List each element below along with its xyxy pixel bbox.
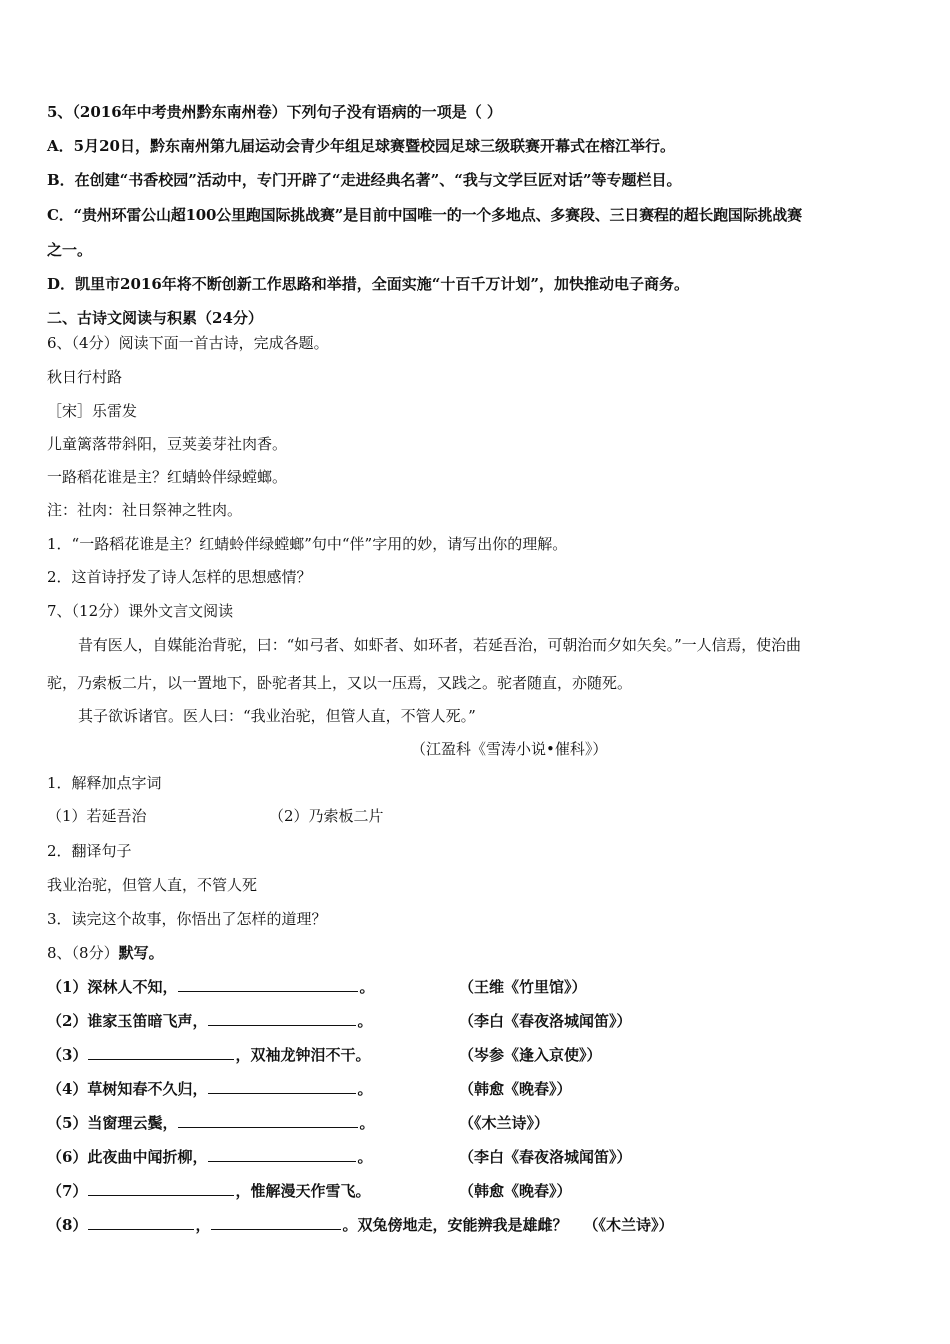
fill-blank[interactable]: [208, 1010, 356, 1026]
q7-sub-2: 2．翻译句子: [47, 842, 132, 860]
q8-item-text: ，惟解漫天作雪飞。: [235, 1182, 371, 1200]
q8-item-text: 。: [357, 1012, 373, 1030]
q5-option-c-line1: C．“贵州环雷公山超100公里跑国际挑战赛”是目前中国唯一的一个多地点、多赛段、三日赛程的超长跑国际挑战赛: [47, 206, 802, 224]
q8-stem-bold: 默写。: [118, 944, 164, 962]
q8-item-text: （2）谁家玉笛暗飞声，: [47, 1012, 208, 1030]
q8-item-text: 。: [359, 1114, 375, 1132]
fill-blank[interactable]: [208, 1146, 356, 1162]
q8-item-source: （岑参《逢入京使》）: [459, 1046, 602, 1064]
q8-stem: [47, 942, 910, 964]
q5-option-b: B．在创建“书香校园”活动中，专门开辟了“走进经典名著”、“我与文学巨匠对话”等专题栏目。: [47, 171, 682, 189]
q8-item-source: （李白《春夜洛城闻笛》）: [459, 1012, 632, 1030]
fill-blank[interactable]: [88, 1214, 194, 1230]
q6-sub-1: 1．“一路稻花谁是主？红蜻蛉伴绿螳螂”句中“伴”字用的妙，请写出你的理解。: [47, 535, 568, 553]
q8-item-8: [47, 1214, 910, 1236]
q8-item-source: （王维《竹里馆》）: [459, 978, 587, 996]
q8-item-text: （1）深林人不知，: [47, 978, 178, 996]
q7-passage-line-3: 其子欲诉诸官。医人曰：“我业治驼，但管人直，不管人死。”: [78, 707, 476, 725]
q8-item-text: 。: [359, 978, 375, 996]
q8-item-6: [47, 1146, 910, 1168]
q8-item-source: （李白《春夜洛城闻笛》）: [459, 1148, 632, 1166]
q8-item-text: 。: [357, 1148, 373, 1166]
q8-item-text: （8）: [47, 1216, 88, 1234]
poem-line-2: 一路稻花谁是主？红蜻蛉伴绿螳螂。: [47, 468, 288, 486]
q8-item-text: ，双袖龙钟泪不干。: [235, 1046, 371, 1064]
fill-blank[interactable]: [88, 1180, 234, 1196]
fill-blank[interactable]: [208, 1078, 356, 1094]
q7-sub-1: 1．解释加点字词: [47, 774, 162, 792]
q7-stem: 7、（12分）课外文言文阅读: [47, 602, 234, 620]
q7-sub-1-item-1: （1）若延吾治: [47, 807, 147, 825]
q8-item-7: [47, 1180, 910, 1202]
q7-sub-1-items: [47, 805, 910, 827]
q8-item-text: （3）: [47, 1046, 88, 1064]
q8-item-5: [47, 1112, 910, 1134]
q8-item-1: [47, 976, 910, 998]
q5-stem: 5、（2016年中考贵州黔东南州卷）下列句子没有语病的一项是（ ）: [47, 103, 502, 121]
q8-item-text: ，: [195, 1216, 211, 1234]
q8-item-source: （韩愈《晚春》）: [459, 1080, 572, 1098]
q8-item-text: （6）此夜曲中闻折柳，: [47, 1148, 208, 1166]
q8-item-text: （4）草树知春不久归，: [47, 1080, 208, 1098]
q7-passage-line-2: 驼，乃索板二片，以一置地下，卧驼者其上，又以一压焉，又践之。驼者随直，亦随死。: [47, 674, 633, 692]
q7-sub-1-item-2: （2）乃索板二片: [269, 807, 384, 825]
poem-author: ［宋］乐雷发: [47, 402, 138, 420]
q7-passage-line-1: 昔有医人，自媒能治背驼，曰：“如弓者、如虾者、如环者，若延吾治，可朝治而夕如矢矣。”一人信焉，使治曲: [78, 636, 801, 654]
q8-item-4: [47, 1078, 910, 1100]
q5-option-c-line2: 之一。: [47, 241, 93, 259]
q8-item-text: （7）: [47, 1182, 88, 1200]
fill-blank[interactable]: [178, 976, 358, 992]
q6-sub-2: 2．这首诗抒发了诗人怎样的思想感情？: [47, 568, 312, 586]
q5-option-d: D．凯里市2016年将不断创新工作思路和举措，全面实施“十百千万计划”，加快推动电子商务。: [47, 275, 690, 293]
q7-sub-2-sentence: 我业治驼，但管人直，不管人死: [47, 876, 258, 894]
poem-line-1: 儿童篱落带斜阳，豆荚姜芽社肉香。: [47, 435, 288, 453]
q7-sub-3: 3．读完这个故事，你悟出了怎样的道理？: [47, 910, 327, 928]
q8-item-3: [47, 1044, 910, 1066]
section-heading: 二、古诗文阅读与积累（24分）: [47, 309, 263, 327]
q8-item-text: （5）当窗理云鬓，: [47, 1114, 178, 1132]
q8-item-text: 。双兔傍地走，安能辨我是雄雌？: [342, 1216, 568, 1234]
q8-item-source: （韩愈《晚春》）: [459, 1182, 572, 1200]
q5-option-a: A．5月20日，黔东南州第九届运动会青少年组足球赛暨校园足球三级联赛开幕式在榕江举行。: [47, 137, 675, 155]
q6-stem: 6、（4分）阅读下面一首古诗，完成各题。: [47, 334, 329, 352]
q8-stem-prefix: 8、（8分）: [47, 944, 119, 962]
q8-item-source: （《木兰诗》）: [583, 1216, 674, 1234]
fill-blank[interactable]: [178, 1112, 358, 1128]
fill-blank[interactable]: [88, 1044, 234, 1060]
q8-item-text: 。: [357, 1080, 373, 1098]
poem-title: 秋日行村路: [47, 368, 123, 386]
q8-item-2: [47, 1010, 910, 1032]
poem-note: 注：社肉：社日祭神之牲肉。: [47, 501, 243, 519]
q8-item-source: （《木兰诗》）: [459, 1114, 550, 1132]
q7-source: （江盈科《雪涛小说•催科》）: [411, 740, 608, 758]
fill-blank[interactable]: [211, 1214, 341, 1230]
